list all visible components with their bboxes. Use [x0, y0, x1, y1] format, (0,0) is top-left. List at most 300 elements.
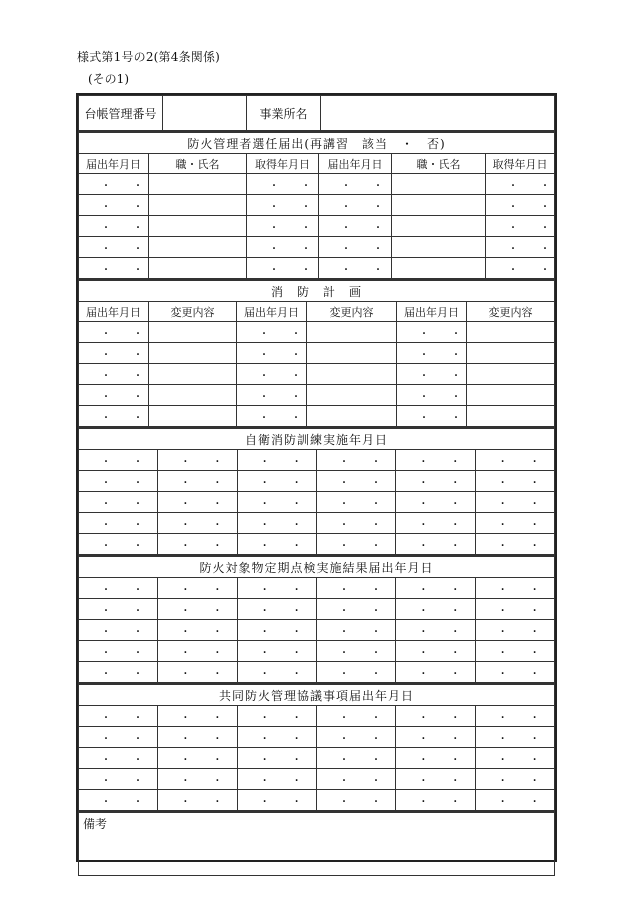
date-separator-dots: ・・ [259, 328, 323, 340]
date-separator-dots: ・・ [418, 754, 483, 766]
date-cell[interactable] [475, 471, 562, 492]
date-separator-dots: ・・ [341, 180, 405, 192]
date-cell[interactable] [316, 790, 403, 811]
col-header: 変更内容 [467, 302, 555, 322]
date-cell[interactable] [79, 195, 165, 216]
date-separator-dots: ・・ [180, 456, 245, 468]
appointment-table [78, 131, 572, 279]
date-cell[interactable] [79, 769, 165, 790]
date-separator-dots: ・・ [338, 498, 403, 510]
date-cell[interactable] [237, 706, 324, 727]
date-separator-dots: ・・ [180, 733, 245, 745]
date-cell[interactable] [79, 385, 165, 406]
table-row [79, 492, 555, 513]
date-cell[interactable] [396, 513, 483, 534]
fire-plan-table [78, 279, 555, 427]
table-row [79, 706, 555, 727]
blank-cell[interactable] [392, 237, 486, 258]
date-separator-dots: ・・ [259, 498, 324, 510]
date-separator-dots: ・・ [338, 540, 403, 552]
date-separator-dots: ・・ [508, 222, 572, 234]
date-separator-dots: ・・ [497, 584, 562, 596]
date-cell[interactable] [158, 534, 245, 555]
date-cell[interactable] [247, 174, 333, 195]
date-separator-dots: ・・ [101, 456, 165, 468]
date-separator-dots: ・・ [338, 733, 403, 745]
col-header: 届出年月日 [79, 154, 149, 174]
date-cell[interactable] [237, 364, 323, 385]
date-cell[interactable] [475, 513, 562, 534]
col-header: 取得年月日 [247, 154, 319, 174]
date-separator-dots: ・・ [497, 519, 562, 531]
table-row [79, 534, 555, 555]
date-separator-dots: ・・ [418, 498, 483, 510]
date-cell[interactable] [475, 727, 562, 748]
date-cell[interactable] [237, 406, 323, 427]
inspection-rows [79, 578, 562, 683]
date-cell[interactable] [475, 620, 562, 641]
date-cell[interactable] [237, 727, 324, 748]
date-cell[interactable] [316, 599, 403, 620]
date-cell[interactable] [158, 727, 245, 748]
date-cell[interactable] [237, 450, 324, 471]
date-cell[interactable] [79, 727, 165, 748]
date-separator-dots: ・・ [259, 412, 323, 424]
date-cell[interactable] [158, 599, 245, 620]
date-separator-dots: ・・ [180, 647, 245, 659]
date-separator-dots: ・・ [180, 668, 245, 680]
date-cell[interactable] [397, 364, 483, 385]
date-cell[interactable] [237, 513, 324, 534]
date-cell[interactable] [316, 471, 403, 492]
blank-cell[interactable] [392, 174, 486, 195]
date-cell[interactable] [158, 706, 245, 727]
date-cell[interactable] [475, 706, 562, 727]
date-separator-dots: ・・ [101, 540, 165, 552]
blank-cell[interactable] [392, 216, 486, 237]
date-cell[interactable] [79, 790, 165, 811]
date-cell[interactable] [396, 769, 483, 790]
date-separator-dots: ・・ [418, 668, 483, 680]
date-separator-dots: ・・ [259, 519, 324, 531]
date-separator-dots: ・・ [497, 540, 562, 552]
drill-rows [79, 450, 562, 555]
date-cell[interactable] [396, 727, 483, 748]
date-cell[interactable] [396, 471, 483, 492]
date-cell[interactable] [319, 216, 405, 237]
form-subtitle: (その1) [88, 72, 129, 86]
date-separator-dots: ・・ [101, 712, 165, 724]
table-row [79, 471, 555, 492]
date-cell[interactable] [396, 662, 483, 683]
table-row [79, 343, 555, 364]
date-cell[interactable] [237, 620, 324, 641]
date-cell[interactable] [158, 769, 245, 790]
date-separator-dots: ・・ [101, 412, 165, 424]
date-cell[interactable] [237, 662, 324, 683]
date-separator-dots: ・・ [269, 243, 333, 255]
blank-cell[interactable] [392, 258, 486, 279]
date-cell[interactable] [396, 599, 483, 620]
date-separator-dots: ・・ [497, 712, 562, 724]
date-separator-dots: ・・ [259, 626, 324, 638]
col-header: 変更内容 [307, 302, 397, 322]
date-cell[interactable] [237, 492, 324, 513]
date-separator-dots: ・・ [101, 733, 165, 745]
date-cell[interactable] [158, 748, 245, 769]
date-separator-dots: ・・ [418, 605, 483, 617]
date-separator-dots: ・・ [497, 498, 562, 510]
date-separator-dots: ・・ [101, 519, 165, 531]
date-cell[interactable] [475, 450, 562, 471]
col-header: 職・氏名 [149, 154, 247, 174]
date-cell[interactable] [237, 790, 324, 811]
drill-table [78, 427, 562, 555]
date-cell[interactable] [158, 790, 245, 811]
date-cell[interactable] [396, 790, 483, 811]
date-separator-dots: ・・ [259, 712, 324, 724]
date-cell[interactable] [237, 343, 323, 364]
date-separator-dots: ・・ [180, 498, 245, 510]
date-separator-dots: ・・ [419, 328, 483, 340]
date-cell[interactable] [79, 450, 165, 471]
date-separator-dots: ・・ [180, 477, 245, 489]
date-separator-dots: ・・ [101, 222, 165, 234]
table-row [79, 662, 555, 683]
date-cell[interactable] [319, 195, 405, 216]
date-cell[interactable] [237, 534, 324, 555]
date-cell[interactable] [158, 578, 245, 599]
date-cell[interactable] [396, 641, 483, 662]
date-separator-dots: ・・ [418, 647, 483, 659]
date-cell[interactable] [316, 450, 403, 471]
date-separator-dots: ・・ [180, 796, 245, 808]
date-separator-dots: ・・ [101, 349, 165, 361]
date-separator-dots: ・・ [508, 180, 572, 192]
date-separator-dots: ・・ [259, 668, 324, 680]
date-separator-dots: ・・ [338, 477, 403, 489]
form-number: 様式第1号の2(第4条関係) [77, 50, 221, 64]
date-separator-dots: ・・ [497, 733, 562, 745]
date-separator-dots: ・・ [180, 754, 245, 766]
date-cell[interactable] [237, 385, 323, 406]
date-cell[interactable] [396, 492, 483, 513]
date-separator-dots: ・・ [259, 477, 324, 489]
date-cell[interactable] [79, 237, 165, 258]
date-separator-dots: ・・ [418, 584, 483, 596]
date-cell[interactable] [475, 641, 562, 662]
table-row [79, 174, 555, 195]
date-separator-dots: ・・ [338, 456, 403, 468]
date-cell[interactable] [247, 258, 333, 279]
date-cell[interactable] [396, 534, 483, 555]
date-cell[interactable] [79, 343, 165, 364]
date-cell[interactable] [79, 578, 165, 599]
col-header: 届出年月日 [237, 302, 307, 322]
date-cell[interactable] [79, 258, 165, 279]
table-row [79, 790, 555, 811]
date-cell[interactable] [396, 620, 483, 641]
date-cell[interactable] [319, 258, 405, 279]
date-separator-dots: ・・ [259, 754, 324, 766]
date-separator-dots: ・・ [180, 712, 245, 724]
fire-plan-title: 消 防 計 画 [79, 280, 555, 302]
date-separator-dots: ・・ [497, 668, 562, 680]
date-cell[interactable] [316, 513, 403, 534]
date-cell[interactable] [79, 599, 165, 620]
date-separator-dots: ・・ [497, 456, 562, 468]
date-cell[interactable] [316, 769, 403, 790]
top-info-table [78, 95, 555, 131]
date-separator-dots: ・・ [497, 796, 562, 808]
date-separator-dots: ・・ [259, 584, 324, 596]
date-cell[interactable] [396, 578, 483, 599]
date-cell[interactable] [79, 364, 165, 385]
date-cell[interactable] [475, 662, 562, 683]
date-separator-dots: ・・ [101, 647, 165, 659]
date-separator-dots: ・・ [418, 456, 483, 468]
date-separator-dots: ・・ [259, 796, 324, 808]
date-cell[interactable] [158, 471, 245, 492]
appointment-rows [79, 174, 572, 279]
table-row [79, 620, 555, 641]
ledger-number-label: 台帳管理番号 [79, 96, 163, 131]
table-row [79, 406, 555, 427]
date-cell[interactable] [396, 706, 483, 727]
date-separator-dots: ・・ [341, 222, 405, 234]
date-separator-dots: ・・ [180, 519, 245, 531]
date-cell[interactable] [316, 578, 403, 599]
col-header: 取得年月日 [486, 154, 555, 174]
date-cell[interactable] [316, 748, 403, 769]
date-separator-dots: ・・ [101, 754, 165, 766]
date-cell[interactable] [396, 450, 483, 471]
date-cell[interactable] [486, 174, 572, 195]
date-separator-dots: ・・ [419, 391, 483, 403]
date-separator-dots: ・・ [418, 712, 483, 724]
date-cell[interactable] [158, 620, 245, 641]
table-row [79, 748, 555, 769]
date-cell[interactable] [79, 706, 165, 727]
date-separator-dots: ・・ [259, 775, 324, 787]
date-separator-dots: ・・ [418, 775, 483, 787]
office-name-field[interactable] [321, 96, 555, 131]
date-separator-dots: ・・ [338, 796, 403, 808]
date-separator-dots: ・・ [180, 540, 245, 552]
date-cell[interactable] [397, 343, 483, 364]
date-separator-dots: ・・ [508, 201, 572, 213]
date-cell[interactable] [79, 322, 165, 343]
date-cell[interactable] [397, 385, 483, 406]
table-row [79, 769, 555, 790]
date-cell[interactable] [475, 492, 562, 513]
col-header: 届出年月日 [319, 154, 392, 174]
date-cell[interactable] [79, 620, 165, 641]
date-cell[interactable] [79, 748, 165, 769]
date-cell[interactable] [319, 174, 405, 195]
date-cell[interactable] [237, 769, 324, 790]
table-row [79, 727, 555, 748]
date-cell[interactable] [79, 492, 165, 513]
date-cell[interactable] [247, 216, 333, 237]
date-cell[interactable] [397, 322, 483, 343]
date-separator-dots: ・・ [269, 180, 333, 192]
form-frame [76, 93, 572, 862]
date-separator-dots: ・・ [101, 626, 165, 638]
date-cell[interactable] [79, 534, 165, 555]
table-row [79, 364, 555, 385]
date-separator-dots: ・・ [418, 733, 483, 745]
date-separator-dots: ・・ [101, 370, 165, 382]
date-cell[interactable] [486, 216, 572, 237]
date-cell[interactable] [158, 641, 245, 662]
col-header: 届出年月日 [397, 302, 467, 322]
date-separator-dots: ・・ [180, 775, 245, 787]
date-cell[interactable] [316, 662, 403, 683]
date-separator-dots: ・・ [338, 519, 403, 531]
date-cell[interactable] [158, 492, 245, 513]
date-cell[interactable] [158, 450, 245, 471]
date-separator-dots: ・・ [101, 391, 165, 403]
date-cell[interactable] [316, 492, 403, 513]
date-separator-dots: ・・ [338, 647, 403, 659]
date-cell[interactable] [158, 662, 245, 683]
date-cell[interactable] [475, 769, 562, 790]
date-separator-dots: ・・ [180, 626, 245, 638]
date-cell[interactable] [316, 641, 403, 662]
date-cell[interactable] [475, 748, 562, 769]
date-cell[interactable] [475, 599, 562, 620]
date-separator-dots: ・・ [101, 668, 165, 680]
table-row [79, 385, 555, 406]
date-separator-dots: ・・ [341, 243, 405, 255]
date-separator-dots: ・・ [497, 775, 562, 787]
date-separator-dots: ・・ [259, 605, 324, 617]
date-separator-dots: ・・ [101, 328, 165, 340]
date-cell[interactable] [397, 406, 483, 427]
appointment-title: 防火管理者選任届出(再講習 該当 ・ 否) [79, 132, 555, 154]
date-cell[interactable] [316, 727, 403, 748]
date-separator-dots: ・・ [101, 201, 165, 213]
date-cell[interactable] [475, 790, 562, 811]
date-separator-dots: ・・ [497, 754, 562, 766]
date-separator-dots: ・・ [259, 349, 323, 361]
col-header: 変更内容 [149, 302, 237, 322]
date-cell[interactable] [237, 599, 324, 620]
date-cell[interactable] [79, 471, 165, 492]
ledger-number-field[interactable] [163, 96, 247, 131]
date-cell[interactable] [475, 534, 562, 555]
joint-rows [79, 706, 562, 811]
date-separator-dots: ・・ [101, 498, 165, 510]
date-separator-dots: ・・ [101, 796, 165, 808]
date-cell[interactable] [237, 748, 324, 769]
date-cell[interactable] [486, 195, 572, 216]
date-cell[interactable] [316, 706, 403, 727]
date-cell[interactable] [316, 534, 403, 555]
date-cell[interactable] [237, 641, 324, 662]
date-separator-dots: ・・ [101, 775, 165, 787]
date-cell[interactable] [158, 513, 245, 534]
date-separator-dots: ・・ [497, 605, 562, 617]
date-separator-dots: ・・ [338, 668, 403, 680]
date-cell[interactable] [319, 237, 405, 258]
date-separator-dots: ・・ [419, 412, 483, 424]
date-separator-dots: ・・ [418, 626, 483, 638]
date-cell[interactable] [475, 578, 562, 599]
col-header: 職・氏名 [392, 154, 486, 174]
date-separator-dots: ・・ [101, 605, 165, 617]
table-row [79, 578, 555, 599]
date-cell[interactable] [79, 216, 165, 237]
date-separator-dots: ・・ [269, 222, 333, 234]
date-separator-dots: ・・ [419, 349, 483, 361]
date-separator-dots: ・・ [418, 519, 483, 531]
table-row [79, 599, 555, 620]
date-cell[interactable] [247, 237, 333, 258]
table-row [79, 216, 555, 237]
remarks-label: 備考 [83, 817, 108, 831]
date-cell[interactable] [237, 322, 323, 343]
date-separator-dots: ・・ [418, 540, 483, 552]
table-row [79, 195, 555, 216]
remarks-table [78, 811, 555, 876]
date-separator-dots: ・・ [338, 605, 403, 617]
date-separator-dots: ・・ [101, 584, 165, 596]
date-separator-dots: ・・ [341, 201, 405, 213]
date-cell[interactable] [237, 578, 324, 599]
date-separator-dots: ・・ [259, 456, 324, 468]
date-separator-dots: ・・ [259, 370, 323, 382]
date-separator-dots: ・・ [418, 796, 483, 808]
office-name-label: 事業所名 [247, 96, 321, 131]
date-separator-dots: ・・ [101, 264, 165, 276]
date-separator-dots: ・・ [259, 733, 324, 745]
date-cell[interactable] [79, 174, 165, 195]
date-separator-dots: ・・ [259, 391, 323, 403]
date-cell[interactable] [396, 748, 483, 769]
table-row [79, 258, 555, 279]
inspection-table [78, 555, 562, 683]
date-cell[interactable] [486, 258, 572, 279]
date-separator-dots: ・・ [497, 626, 562, 638]
date-separator-dots: ・・ [101, 243, 165, 255]
table-row [79, 237, 555, 258]
table-row [79, 513, 555, 534]
date-cell[interactable] [486, 237, 572, 258]
date-separator-dots: ・・ [101, 180, 165, 192]
blank-cell[interactable] [392, 195, 486, 216]
date-cell[interactable] [79, 641, 165, 662]
date-separator-dots: ・・ [338, 712, 403, 724]
col-header: 届出年月日 [79, 302, 149, 322]
date-cell[interactable] [247, 195, 333, 216]
date-cell[interactable] [79, 513, 165, 534]
date-cell[interactable] [316, 620, 403, 641]
remarks-field[interactable] [79, 812, 555, 876]
date-cell[interactable] [237, 471, 324, 492]
date-separator-dots: ・・ [180, 584, 245, 596]
date-cell[interactable] [79, 406, 165, 427]
date-separator-dots: ・・ [508, 243, 572, 255]
joint-table [78, 683, 562, 811]
date-separator-dots: ・・ [338, 584, 403, 596]
date-separator-dots: ・・ [419, 370, 483, 382]
date-separator-dots: ・・ [497, 647, 562, 659]
date-cell[interactable] [79, 662, 165, 683]
date-separator-dots: ・・ [338, 626, 403, 638]
date-separator-dots: ・・ [341, 264, 405, 276]
